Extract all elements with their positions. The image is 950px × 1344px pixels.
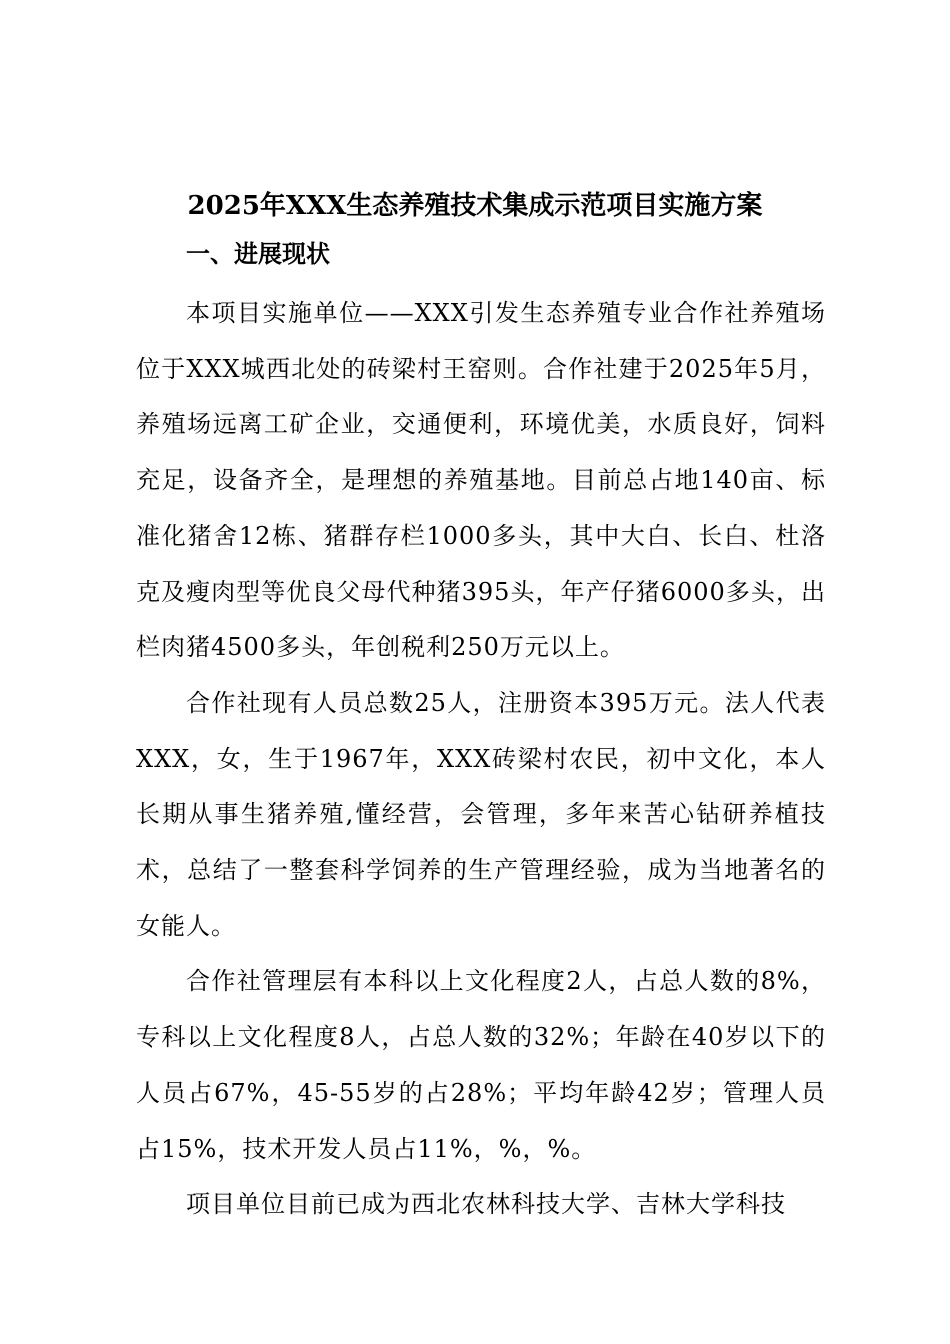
document-body — [136, 286, 826, 1233]
paragraph-project-unit: 本项目实施单位——XXX引发生态养殖专业合作社养殖场位于XXX城西北处的砖梁村王窑则。合作社建于2025年5月，养殖场远离工矿企业，交通便利，环境优美，水质良好，饲料充足，设备齐全，是理想的养殖基地。目前总占地140亩、标准化猪舍12栋、猪群存栏1000多头，其中大白、长白、杜洛克及瘦肉型等优良父母代种猪395头，年产仔猪6000多头，出栏肉猪4500多头，年创税利250万元以上。 — [136, 299, 826, 662]
document-title: 2025年XXX生态养殖技术集成示范项目实施方案 — [187, 191, 763, 221]
paragraph-cooperation: 项目单位目前已成为西北农林科技大学、吉林大学科技 — [186, 1190, 786, 1219]
paragraph-management-structure: 合作社管理层有本科以上文化程度2人，占总人数的8%，专科以上文化程度8人，占总人数的32%；年龄在40岁以下的人员占67%，45-55岁的占28%；平均年龄42岁；管理人员占15%，技术开发人员占11%，%，%。 — [136, 967, 826, 1163]
paragraph-personnel: 合作社现有人员总数25人，注册资本395万元。法人代表XXX，女，生于1967年，XXX砖梁村农民，初中文化，本人长期从事生猪养殖,懂经营，会管理，多年来苦心钻研养植技术，总结了一整套科学饲养的生产管理经验，成为当地著名的女能人。 — [136, 688, 826, 940]
section-heading: 一、进展现状 — [186, 240, 330, 268]
